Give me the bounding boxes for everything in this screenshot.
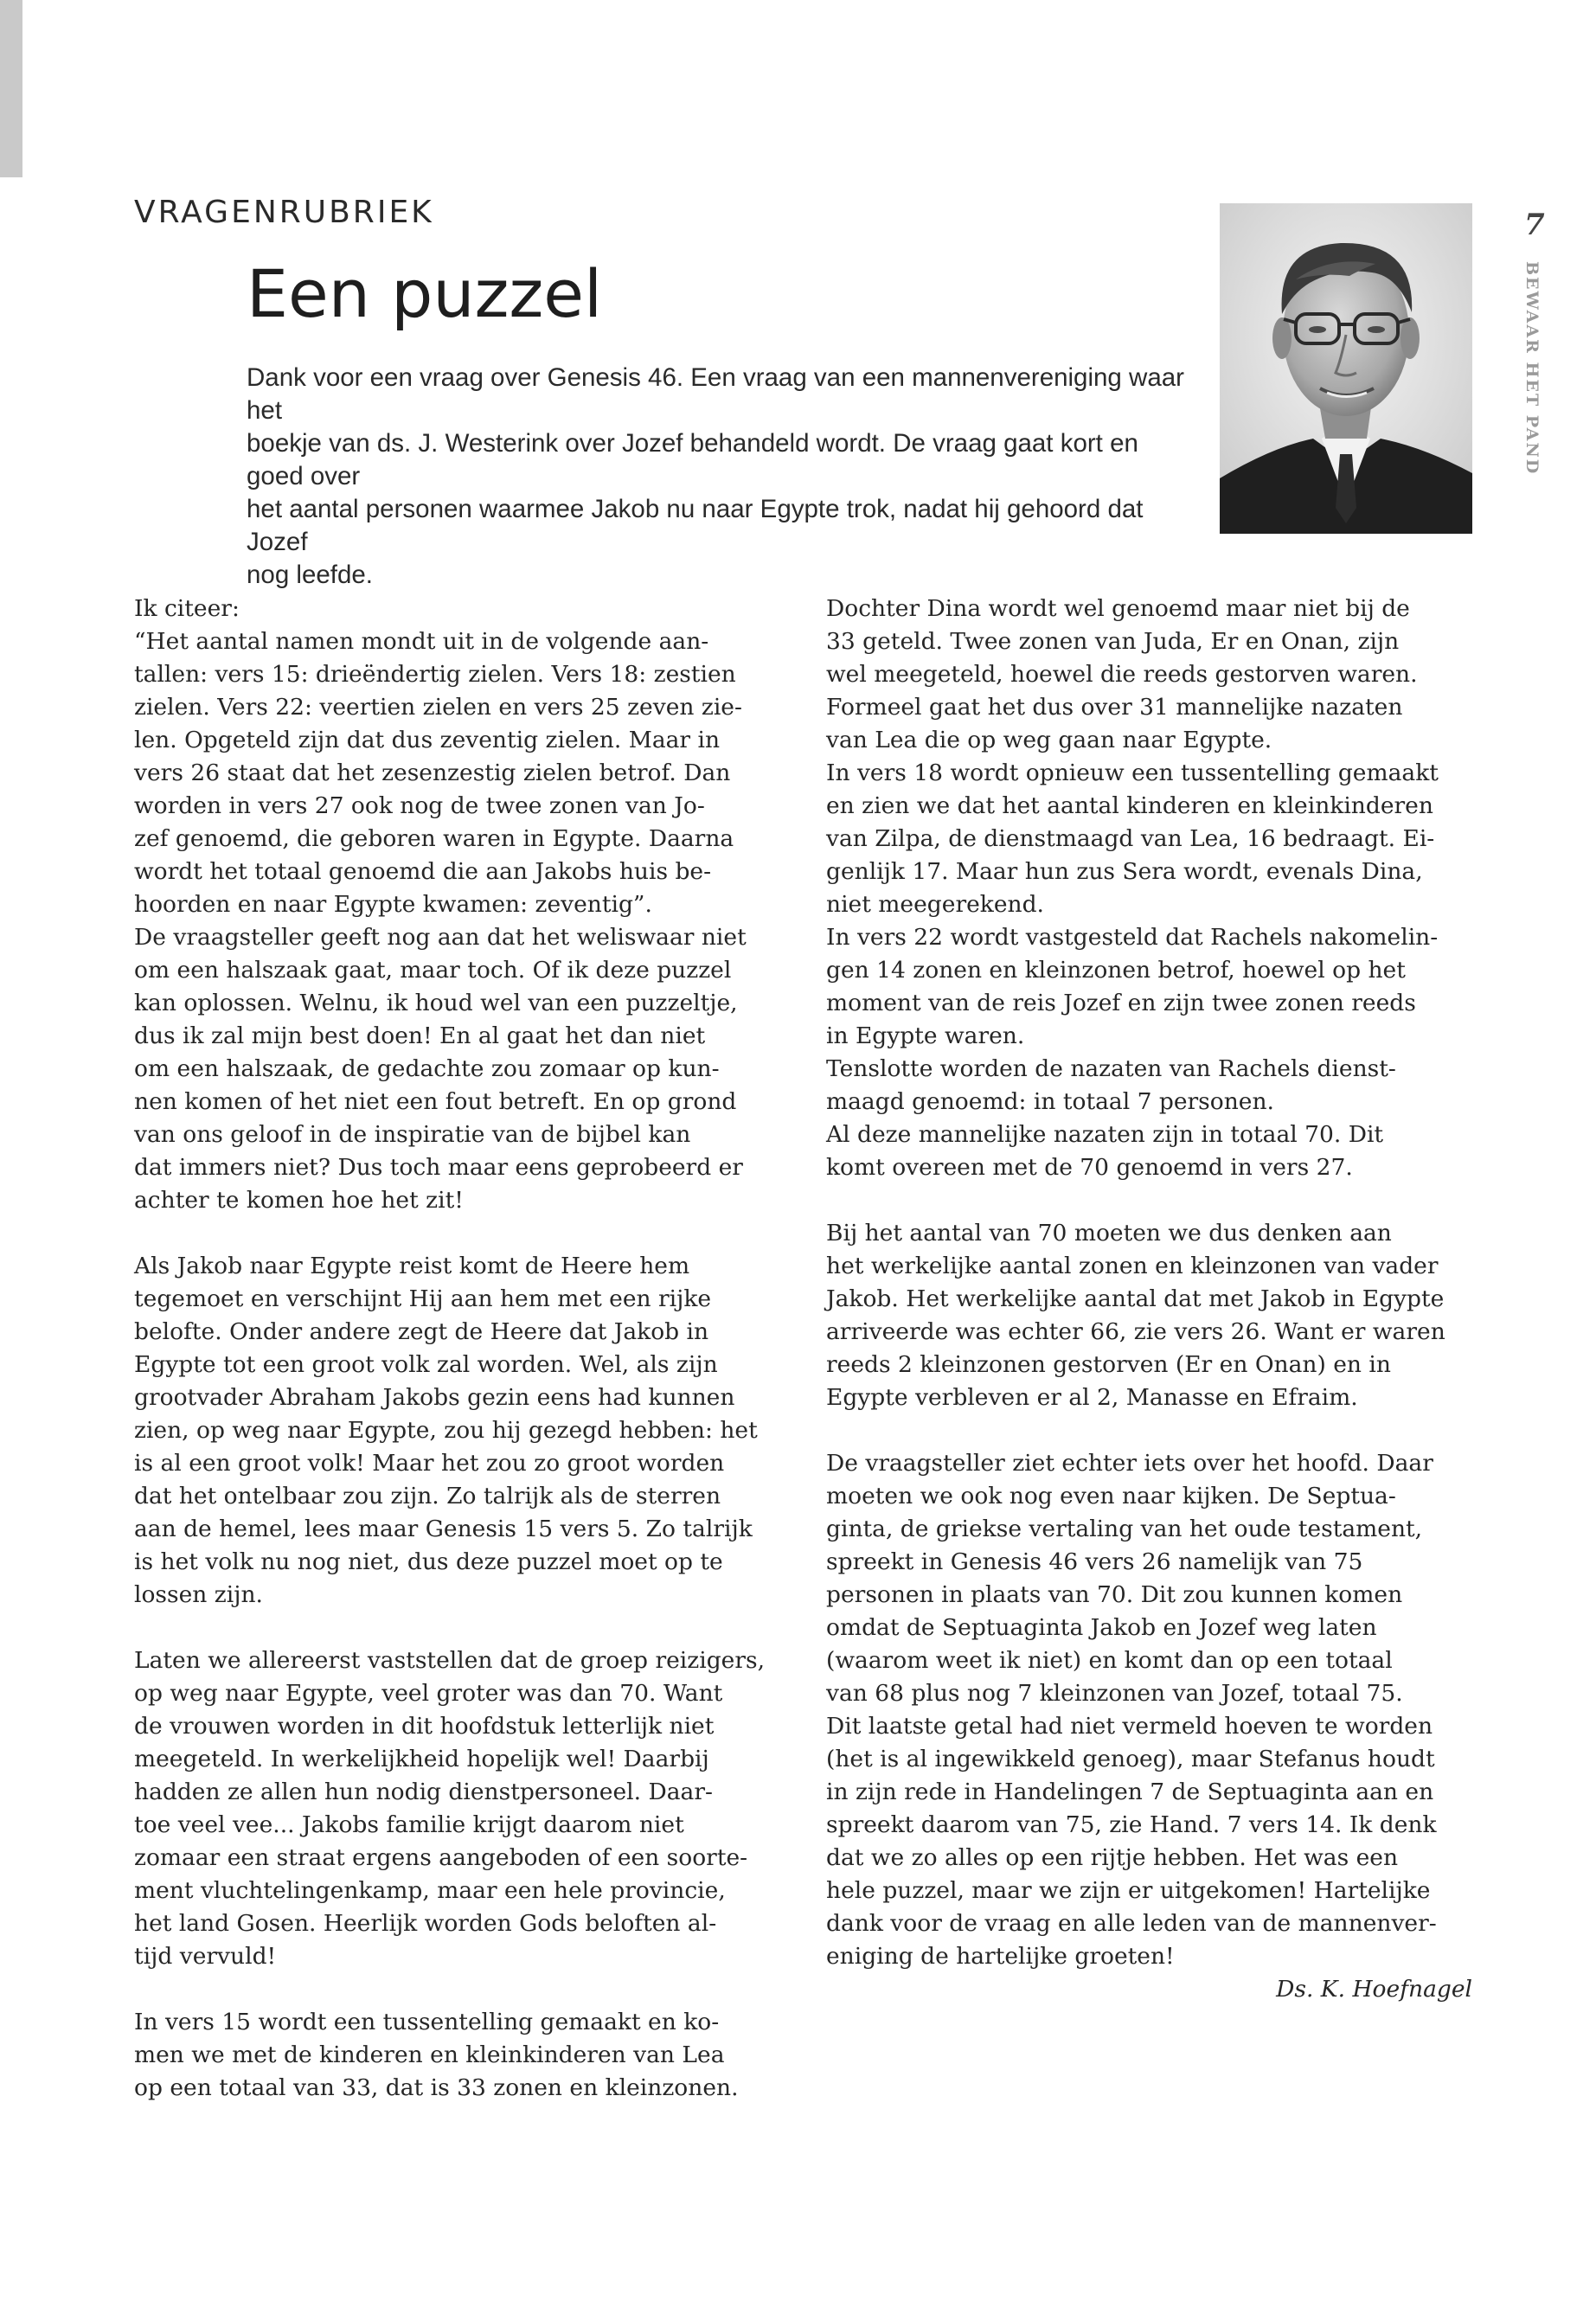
text-line: van ons geloof in de inspiratie van de bijbel kan	[134, 1121, 691, 1148]
text-line: wel meegeteld, hoewel die reeds gestorven waren.	[826, 661, 1418, 688]
section-kicker: VRAGENRUBRIEK	[134, 195, 434, 230]
text-line: Bij het aantal van 70 moeten we dus denken aan	[826, 1220, 1392, 1247]
text-line: worden in vers 27 ook nog de twee zonen van Jo-	[134, 792, 705, 819]
text-line: Formeel gaat het dus over 31 mannelijke nazaten	[826, 694, 1403, 721]
text-line: nen komen of het niet een fout betreft. En op grond	[134, 1088, 737, 1115]
text-line: dat immers niet? Dus toch maar eens geprobeerd er	[134, 1154, 743, 1181]
text-line: het land Gosen. Heerlijk worden Gods beloften al-	[134, 1910, 717, 1937]
text-line: omdat de Septuaginta Jakob en Jozef weg laten	[826, 1614, 1377, 1641]
page-edge-marker	[0, 0, 22, 177]
text-line: moeten we ook nog even naar kijken. De Septua-	[826, 1483, 1396, 1509]
text-line: hele puzzel, maar we zijn er uitgekomen! Hartelijke	[826, 1877, 1431, 1904]
text-line: komt overeen met de 70 genoemd in vers 27.	[826, 1154, 1353, 1181]
text-line: ginta, de griekse vertaling van het oude testament,	[826, 1516, 1423, 1542]
intro-line: het aantal personen waarmee Jakob nu naar Egypte trok, nadat hij gehoord dat Jozef	[247, 495, 1144, 556]
text-line: Egypte tot een groot volk zal worden. Wel, als zijn	[134, 1351, 718, 1378]
text-line: Dit laatste getal had niet vermeld hoeven te worden	[826, 1713, 1433, 1740]
text-line: maagd genoemd: in totaal 7 personen.	[826, 1088, 1274, 1115]
text-line: dat het ontelbaar zou zijn. Zo talrijk als de sterren	[134, 1483, 721, 1509]
text-line: In vers 15 wordt een tussentelling gemaakt en ko-	[134, 2009, 720, 2035]
text-line: arriveerde was echter 66, zie vers 26. Want er waren	[826, 1318, 1445, 1345]
text-line: om een halszaak, de gedachte zou zomaar op kun-	[134, 1055, 720, 1082]
text-line: zomaar een straat ergens aangeboden of een soorte-	[134, 1844, 748, 1871]
text-line: Tenslotte worden de nazaten van Rachels dienst-	[826, 1055, 1396, 1082]
text-line: Ik citeer:	[134, 595, 240, 622]
author-signature: Ds. K. Hoefnagel	[1276, 1976, 1472, 2003]
text-line: in Egypte waren.	[826, 1022, 1025, 1049]
text-line: personen in plaats van 70. Dit zou kunnen komen	[826, 1581, 1403, 1608]
text-line: dat we zo alles op een rijtje hebben. Het was een	[826, 1844, 1399, 1871]
text-line: is al een groot volk! Maar het zou zo groot worden	[134, 1450, 725, 1477]
text-line: genlijk 17. Maar hun zus Sera wordt, evenals Dina,	[826, 858, 1423, 885]
section-side-label: BEWAAR HET PAND	[1522, 261, 1542, 476]
text-line: meegeteld. In werkelijkheid hopelijk wel! Daarbij	[134, 1746, 709, 1772]
text-line: moment van de reis Jozef en zijn twee zonen reeds	[826, 990, 1416, 1016]
text-line: op een totaal van 33, dat is 33 zonen en kleinzonen.	[134, 2074, 739, 2101]
text-line: De vraagsteller ziet echter iets over het hoofd. Daar	[826, 1450, 1433, 1477]
text-line: van Zilpa, de dienstmaagd van Lea, 16 bedraagt. Ei-	[826, 825, 1435, 852]
text-line: is het volk nu nog niet, dus deze puzzel moet op te	[134, 1548, 723, 1575]
text-line: van 68 plus nog 7 kleinzonen van Jozef, totaal 75.	[826, 1680, 1403, 1707]
text-line: in zijn rede in Handelingen 7 de Septuaginta aan en	[826, 1779, 1434, 1805]
text-line: tallen: vers 15: drieëndertig zielen. Vers 18: zestien	[134, 661, 736, 688]
text-line: Al deze mannelijke nazaten zijn in totaal 70. Dit	[826, 1121, 1384, 1148]
article-column-right	[826, 593, 1479, 2006]
text-line: het werkelijke aantal zonen en kleinzonen van vader	[826, 1253, 1439, 1279]
text-line: Egypte verbleven er al 2, Manasse en Efraim.	[826, 1384, 1358, 1411]
article-intro	[247, 362, 1198, 592]
intro-line: Dank voor een vraag over Genesis 46. Een vraag van een mannenvereniging waar het	[247, 363, 1184, 425]
page-number: 7	[1524, 208, 1545, 242]
article-column-left	[134, 593, 787, 2105]
text-line: gen 14 zonen en kleinzonen betrof, hoewel op het	[826, 957, 1406, 984]
text-line: dank voor de vraag en alle leden van de mannenver-	[826, 1910, 1437, 1937]
text-line: kan oplossen. Welnu, ik houd wel van een puzzeltje,	[134, 990, 738, 1016]
text-line: Als Jakob naar Egypte reist komt de Heere hem	[134, 1253, 690, 1279]
text-line: len. Opgeteld zijn dat dus zeventig zielen. Maar in	[134, 727, 721, 753]
text-line: om een halszaak gaat, maar toch. Of ik deze puzzel	[134, 957, 732, 984]
text-line: dus ik zal mijn best doen! En al gaat het dan niet	[134, 1022, 706, 1049]
paragraph-gap	[134, 1973, 787, 2006]
text-line: In vers 22 wordt vastgesteld dat Rachels nakomelin-	[826, 924, 1439, 951]
text-line: hadden ze allen hun nodig dienstpersoneel. Daar-	[134, 1779, 713, 1805]
text-line: grootvader Abraham Jakobs gezin eens had kunnen	[134, 1384, 735, 1411]
text-line: aan de hemel, lees maar Genesis 15 vers 5. Zo talrijk	[134, 1516, 753, 1542]
text-line: (het is al ingewikkeld genoeg), maar Stefanus houdt	[826, 1746, 1435, 1772]
text-line: toe veel vee... Jakobs familie krijgt daarom niet	[134, 1811, 684, 1838]
text-line: Laten we allereerst vaststellen dat de groep reizigers,	[134, 1647, 766, 1674]
text-line: reeds 2 kleinzonen gestorven (Er en Onan) en in	[826, 1351, 1391, 1378]
paragraph-gap	[134, 1217, 787, 1250]
text-line: zielen. Vers 22: veertien zielen en vers 25 zeven zie-	[134, 694, 742, 721]
text-line: Dochter Dina wordt wel genoemd maar niet bij de	[826, 595, 1410, 622]
text-line: men we met de kinderen en kleinkinderen van Lea	[134, 2041, 725, 2068]
text-line: niet meegerekend.	[826, 891, 1044, 918]
article-title: Een puzzel	[247, 255, 603, 332]
text-line: achter te komen hoe het zit!	[134, 1187, 464, 1214]
text-line: tegemoet en verschijnt Hij aan hem met een rijke	[134, 1285, 712, 1312]
text-line: op weg naar Egypte, veel groter was dan 70. Want	[134, 1680, 723, 1707]
text-line: vers 26 staat dat het zesenzestig zielen betrof. Dan	[134, 760, 731, 786]
text-line: spreekt daarom van 75, zie Hand. 7 vers 14. Ik denk	[826, 1811, 1437, 1838]
text-line: wordt het totaal genoemd die aan Jakobs huis be-	[134, 858, 712, 885]
text-line: lossen zijn.	[134, 1581, 263, 1608]
text-line: van Lea die op weg gaan naar Egypte.	[826, 727, 1272, 753]
author-portrait	[1220, 203, 1472, 534]
paragraph-gap	[826, 1414, 1479, 1447]
intro-line: boekje van ds. J. Westerink over Jozef behandeld wordt. De vraag gaat kort en goed over	[247, 429, 1138, 490]
text-line: belofte. Onder andere zegt de Heere dat Jakob in	[134, 1318, 709, 1345]
text-line: ment vluchtelingenkamp, maar een hele provincie,	[134, 1877, 726, 1904]
intro-line: nog leefde.	[247, 561, 373, 589]
text-line: eniging de hartelijke groeten!	[826, 1943, 1175, 1970]
text-line: In vers 18 wordt opnieuw een tussentelling gemaakt	[826, 760, 1439, 786]
paragraph-gap	[826, 1184, 1479, 1217]
text-line: spreekt in Genesis 46 vers 26 namelijk van 75	[826, 1548, 1363, 1575]
text-line: Jakob. Het werkelijke aantal dat met Jakob in Egypte	[826, 1285, 1445, 1312]
text-line: 33 geteld. Twee zonen van Juda, Er en Onan, zijn	[826, 628, 1400, 655]
text-line: tijd vervuld!	[134, 1943, 277, 1970]
text-line: (waarom weet ik niet) en komt dan op een totaal	[826, 1647, 1393, 1674]
text-line: De vraagsteller geeft nog aan dat het weliswaar niet	[134, 924, 747, 951]
text-line: hoorden en naar Egypte kwamen: zeventig”.	[134, 891, 652, 918]
text-line: “Het aantal namen mondt uit in de volgende aan-	[134, 628, 709, 655]
text-line: zien, op weg naar Egypte, zou hij gezegd hebben: het	[134, 1417, 758, 1444]
text-line: zef genoemd, die geboren waren in Egypte. Daarna	[134, 825, 734, 852]
paragraph-gap	[134, 1612, 787, 1644]
text-line: en zien we dat het aantal kinderen en kleinkinderen	[826, 792, 1433, 819]
text-line: de vrouwen worden in dit hoofdstuk letterlijk niet	[134, 1713, 715, 1740]
